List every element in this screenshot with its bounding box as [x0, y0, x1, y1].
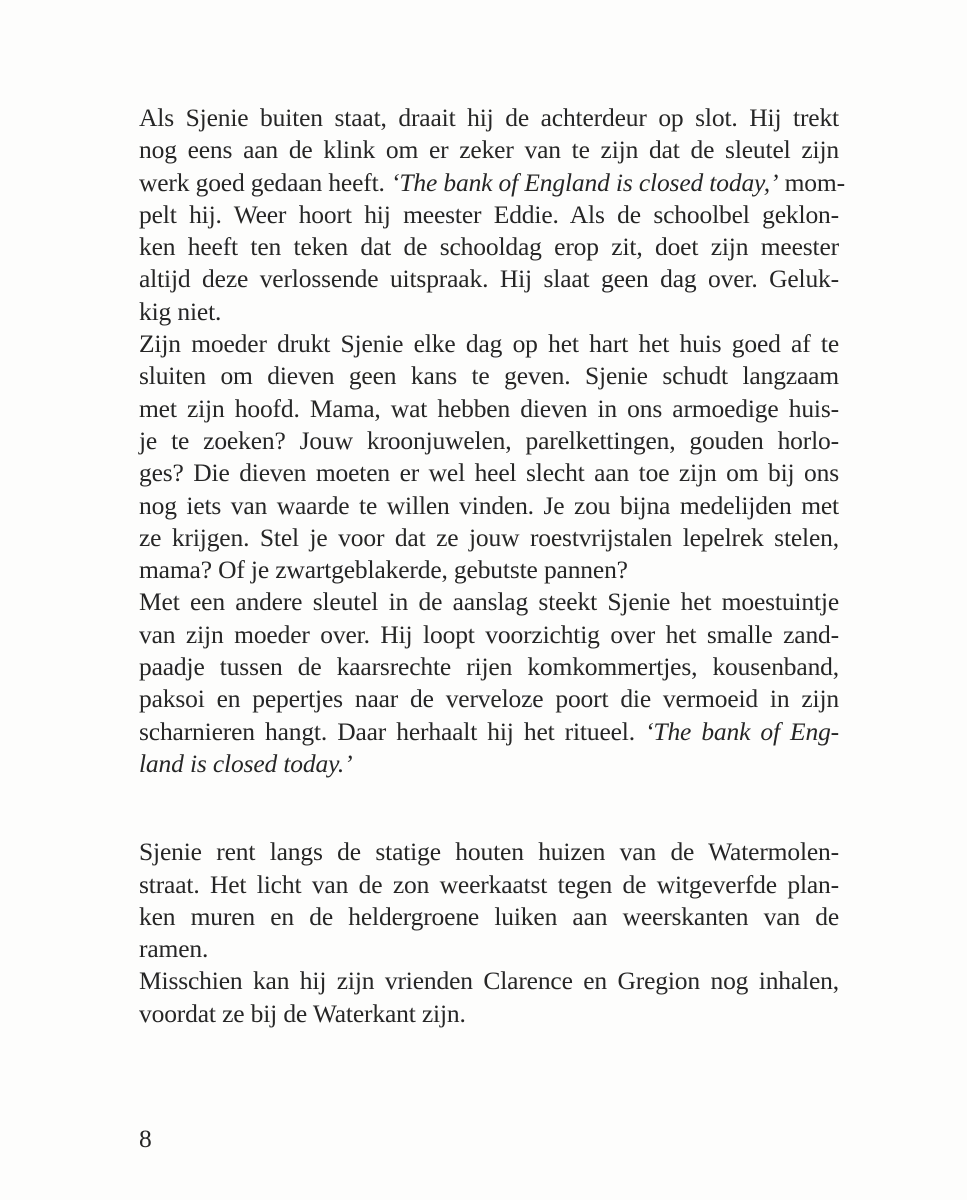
section-break — [139, 780, 839, 836]
text-line — [139, 619, 839, 651]
text-line — [139, 586, 839, 618]
text-line — [139, 328, 839, 360]
text-line — [139, 231, 839, 263]
text-line — [139, 965, 839, 997]
text-segment: scharnieren hangt. Daar herhaalt hij het ritueel. — [139, 716, 646, 746]
text-line — [139, 199, 839, 231]
page-number: 8 — [139, 1124, 152, 1153]
text-segment: Als Sjenie buiten staat, draait hij de achterdeur op slot. Hij trekt — [139, 103, 839, 132]
italic-quote: ‘The bank of Eng- — [645, 716, 840, 746]
text-line — [139, 263, 839, 295]
text-line — [139, 457, 839, 489]
text-section — [139, 836, 839, 1030]
text-segment: nog eens aan de klink om er zeker van te zijn dat de sleutel zijn — [139, 135, 839, 165]
text-line — [139, 490, 839, 522]
text-line — [139, 296, 839, 328]
text-line — [139, 998, 839, 1030]
text-segment: ramen. — [139, 934, 209, 964]
text-line — [139, 869, 839, 901]
text-line — [139, 933, 839, 965]
text-segment: ze krijgen. Stel je voor dat ze jouw roestvrijstalen lepelrek stelen, — [139, 522, 839, 552]
book-page-body — [139, 102, 845, 1030]
text-segment: paadje tussen de kaarsrechte rijen komkommertjes, kousenband, — [139, 652, 839, 682]
text-line — [139, 651, 839, 683]
italic-quote: land is closed today.’ — [139, 748, 353, 778]
text-segment: nog iets van waarde te willen vinden. Je zou bijna medelijden met — [139, 490, 839, 520]
text-line — [139, 748, 839, 780]
text-line — [139, 425, 839, 457]
italic-quote: ‘The bank of England is closed today,’ — [391, 167, 779, 197]
text-segment: sluiten om dieven geen kans te geven. Sjenie schudt langzaam — [139, 361, 839, 391]
text-segment: werk goed gedaan heeft. — [139, 167, 391, 197]
text-section — [139, 102, 845, 780]
text-segment: ken heeft ten teken dat de schooldag erop zit, doet zijn meester — [139, 232, 839, 262]
text-segment: je te zoeken? Jouw kroonjuwelen, parelkettingen, gouden horlo- — [139, 425, 839, 455]
text-line — [139, 522, 839, 554]
text-line — [139, 167, 845, 199]
text-segment: ges? Die dieven moeten er wel heel slecht aan toe zijn om bij ons — [139, 458, 839, 488]
text-segment: Sjenie rent langs de statige houten huizen van de Watermolen- — [139, 837, 839, 867]
text-line — [139, 901, 839, 933]
text-segment: paksoi en pepertjes naar de verveloze poort die vermoeid in zijn — [139, 684, 839, 714]
text-line — [139, 360, 839, 392]
text-segment: pelt hij. Weer hoort hij meester Eddie. Als de schoolbel geklon- — [139, 199, 839, 229]
text-line — [139, 102, 839, 134]
text-segment: altijd deze verlossende uitspraak. Hij slaat geen dag over. Geluk- — [139, 264, 839, 294]
text-segment: van zijn moeder over. Hij loopt voorzichtig over het smalle zand- — [139, 619, 839, 649]
text-segment: mom- — [778, 167, 845, 197]
text-line — [139, 683, 839, 715]
text-line — [139, 134, 839, 166]
text-segment: met zijn hoofd. Mama, wat hebben dieven in ons armoedige huis- — [139, 393, 839, 423]
text-segment: voordat ze bij de Waterkant zijn. — [139, 998, 466, 1028]
text-segment: ken muren en de heldergroene luiken aan weerskanten van de — [139, 901, 839, 931]
text-segment: Zijn moeder drukt Sjenie elke dag op het hart het huis goed af te — [139, 329, 839, 359]
text-line — [139, 393, 839, 425]
text-segment: straat. Het licht van de zon weerkaatst tegen de witgeverfde plan- — [139, 869, 839, 899]
text-segment: Misschien kan hij zijn vrienden Clarence en Gregion nog inhalen, — [139, 966, 839, 996]
text-segment: kig niet. — [139, 296, 222, 326]
text-line — [139, 836, 839, 868]
text-line — [139, 554, 839, 586]
text-line — [139, 716, 839, 748]
text-segment: mama? Of je zwartgeblakerde, gebutste pannen? — [139, 555, 628, 585]
text-segment: Met een andere sleutel in de aanslag steekt Sjenie het moestuintje — [139, 587, 839, 617]
